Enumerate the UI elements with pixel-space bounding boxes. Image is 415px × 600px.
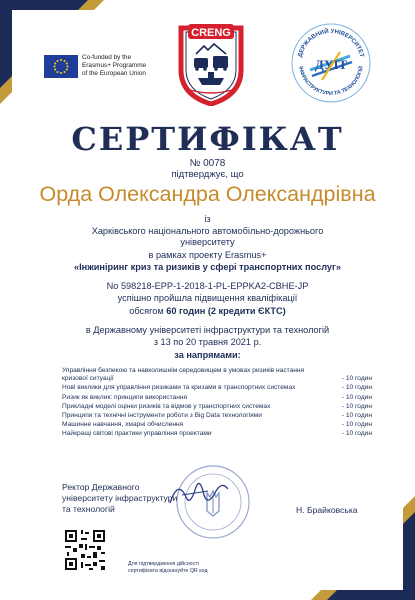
- university-line-1: Харківського національного автомобільно-дорожнього: [91, 226, 324, 236]
- host-university: в Державному університеті інфраструктури та технологій: [85, 325, 330, 335]
- list-item: Принципи та технічні інструменти роботи з Big Data технологіями - 10 годин: [62, 412, 372, 420]
- list-item: Управління безпекою та навколишнім середовищем в умовах ризиків настання кризової ситуації - 10 годин: [62, 367, 372, 383]
- completed-text: успішно пройшла підвищення кваліфікації: [117, 293, 298, 303]
- certificate-title: СЕРТИФІКАТ: [71, 120, 344, 158]
- rector-title: Ректор Державного університету інфраструктури та технологій: [62, 482, 178, 514]
- duit-university-logo: [290, 22, 372, 104]
- svg-text:ІНФРАСТРУКТУРИ ТА ТЕХНОЛОГІЙ: ІНФРАСТРУКТУРИ ТА ТЕХНОЛОГІЙ: [297, 65, 365, 98]
- recipient-name: Орда Олександра Олександрівна: [39, 182, 376, 206]
- volume-text: [0, 306, 415, 317]
- eu-flag-icon: [44, 55, 78, 78]
- svg-text:CRENG: CRENG: [191, 27, 231, 39]
- qr-code-icon[interactable]: [63, 528, 107, 572]
- volume-prefix: обсягом: [129, 306, 164, 316]
- project-intro: в рамках проекту Erasmus+: [148, 250, 267, 260]
- project-code: No 598218-EPP-1-2018-1-PL-EPPKA2-CBHE-JP: [106, 281, 309, 291]
- project-name: «Інжиніринг криз та ризиків у сфері транспортних послуг»: [74, 262, 341, 272]
- volume-value: 60 годин (2 кредити ЄКТС): [166, 306, 286, 316]
- svg-text:ДУІТ: ДУІТ: [314, 57, 348, 72]
- list-item: Нові виклики для управління ризиками та кризами в транспортних системах - 10 годин: [62, 384, 372, 392]
- eu-cofunded-text: Co-funded by the Erasmus+ Programme of the European Union: [82, 54, 147, 77]
- list-item: Прикладні моделі оцінки ризиків та відмов у транспортних системах - 10 годин: [62, 402, 372, 410]
- list-item: Ризик як виклик: принципи використання - 10 годин: [62, 393, 372, 401]
- confirms-text: підтверджує, що: [171, 169, 244, 180]
- list-item: Машинне навчання, хмарні обчислення - 10 годин: [62, 421, 372, 429]
- course-dates: з 13 по 20 травня 2021 р.: [153, 337, 262, 347]
- course-list: [62, 367, 372, 440]
- university-line-2: університету: [180, 237, 235, 247]
- svg-text:ДЕРЖАВНИЙ УНІВЕРСИТЕТ: ДЕРЖАВНИЙ УНІВЕРСИТЕТ: [297, 28, 365, 58]
- qr-verify-note: Для підтвердження дійсності сертифіката відскануйте QR код: [128, 561, 208, 574]
- directions-heading: за напрямами:: [174, 350, 241, 360]
- creng-logo: [176, 20, 246, 106]
- from-text: із: [204, 214, 211, 224]
- list-item: Найкращі світові практики управління проектами - 10 годин: [62, 430, 372, 438]
- signer-name: Н. Брайковська: [296, 505, 358, 515]
- certificate-number: № 0078: [189, 158, 226, 169]
- signature-icon: [164, 473, 234, 513]
